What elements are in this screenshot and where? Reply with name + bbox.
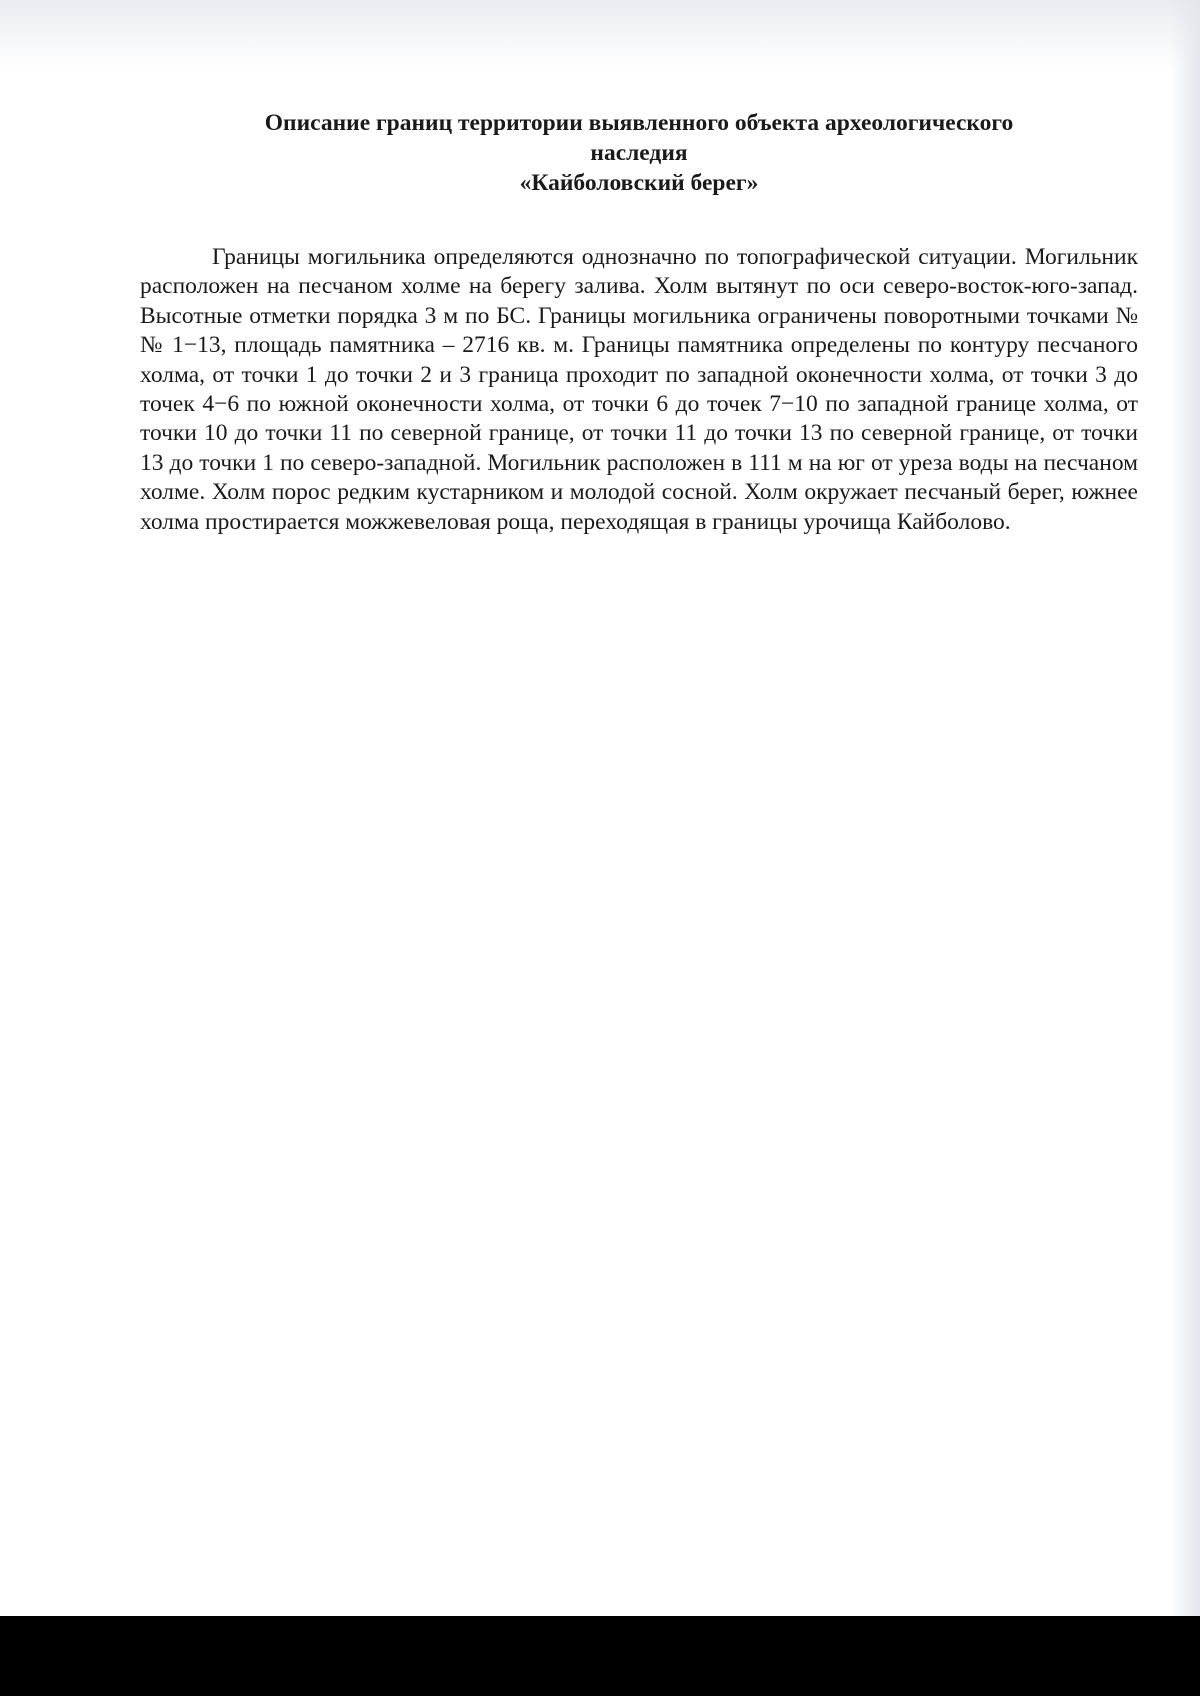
- document-title: [140, 108, 1138, 198]
- title-line-1: Описание границ территории выявленного объекта археологического: [264, 110, 1014, 136]
- body-paragraph: Границы могильника определяются однозначно по топографической ситуации. Могильник расположен на песчаном холме на берегу залива. Холм вытянут по оси северо-восток-юго-запад. Высотные отметки порядка 3 м по БС. Границы могильника ограничены поворотными точками №№ 1−13, площадь памятника – 2716 кв. м. Границы памятника определены по контуру песчаного холма, от точки 1 до точки 2 и 3 граница проходит по западной оконечности холма, от точки 3 до точек 4−6 по южной оконечности холма, от точки 6 до точек 7−10 по западной границе холма, от точки 10 до точки 11 по северной границе, от точки 11 до точки 13 по северной границе, от точки 13 до точки 1 по северо-западной. Могильник расположен в 111 м на юг от уреза воды на песчаном холме. Холм порос редким кустарником и молодой сосной. Холм окружает песчаный берег, южнее холма простирается можжевеловая роща, переходящая в границы урочища Кайболово.: [140, 244, 1138, 535]
- scan-shadow-top: [0, 0, 1200, 70]
- scan-shadow-right: [1170, 0, 1200, 1616]
- document-page: [140, 108, 1138, 537]
- scan-bottom-band: [0, 1616, 1200, 1696]
- title-line-2: наследия: [590, 140, 688, 166]
- title-line-3: «Кайболовский берег»: [519, 170, 759, 196]
